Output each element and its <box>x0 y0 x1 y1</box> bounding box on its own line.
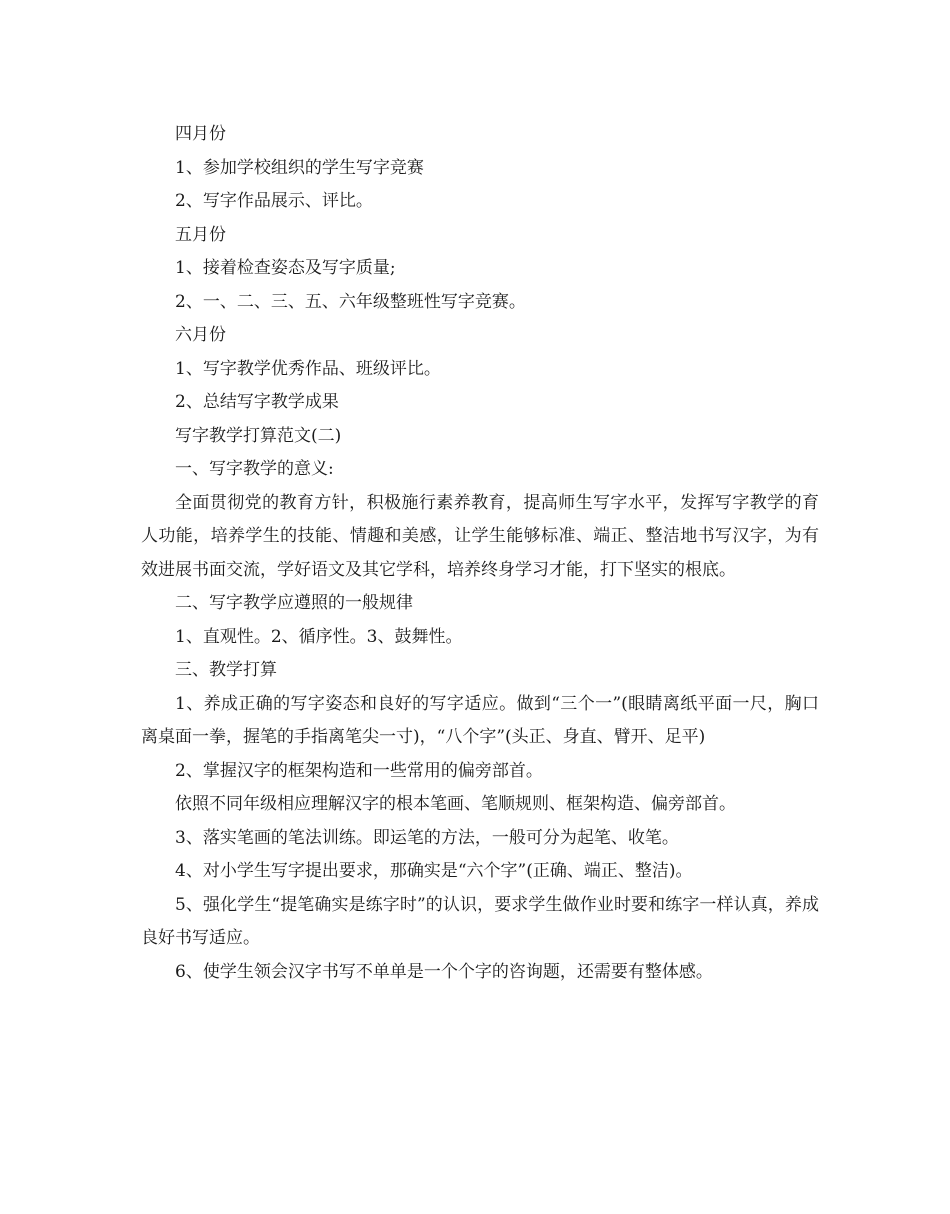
document-body <box>141 118 819 989</box>
section-heading: 三、教学打算 <box>175 660 277 680</box>
section-heading: 一、写字教学的意义: <box>175 459 334 479</box>
heading-april: 四月份 <box>175 124 226 144</box>
list-item: 1、养成正确的写字姿态和良好的写字适应。做到“三个一”(眼睛离纸平面一尺，胸口离桌面一拳，握笔的手指离笔尖一寸)，“八个字”(头正、身直、臂开、足平) <box>141 693 819 747</box>
heading-june: 六月份 <box>175 325 226 345</box>
list-item: 2、一、二、三、五、六年级整班性写字竞赛。 <box>175 291 526 312</box>
list-item: 2、写字作品展示、评比。 <box>175 191 373 211</box>
heading-may: 五月份 <box>175 224 226 245</box>
body-paragraph: 全面贯彻党的教育方针，积极施行素养教育，提高师生写字水平，发挥写字教学的育人功能，培养学生的技能、情趣和美感，让学生能够标准、端正、整洁地书写汉字，为有效进展书面交流，学好语文及其它学科，培养终身学习才能，打下坚实的根底。 <box>141 492 819 580</box>
list-item: 3、落实笔画的笔法训练。即运笔的方法，一般可分为起笔、收笔。 <box>175 827 679 848</box>
list-item: 2、掌握汉字的框架构造和一些常用的偏旁部首。 <box>175 760 543 781</box>
list-item: 1、写字教学优秀作品、班级评比。 <box>175 358 441 379</box>
list-item: 5、强化学生“提笔确实是练字时”的认识，要求学生做作业时要和练字一样认真，养成良好书写适应。 <box>141 894 819 948</box>
list-item: 4、对小学生写字提出要求，那确实是“六个字”(正确、端正、整洁)。 <box>175 861 693 881</box>
list-item: 1、直观性。2、循序性。3、鼓舞性。 <box>175 626 463 647</box>
list-item: 2、总结写字教学成果 <box>175 392 339 412</box>
section-heading: 二、写字教学应遵照的一般规律 <box>175 593 413 613</box>
list-item: 1、接着检查姿态及写字质量; <box>175 258 396 278</box>
list-item: 6、使学生领会汉字书写不单单是一个个字的咨询题，还需要有整体感。 <box>175 961 713 982</box>
section-title: 写字教学打算范文(二) <box>175 425 342 446</box>
list-item: 1、参加学校组织的学生写字竞赛 <box>175 157 424 178</box>
body-paragraph: 依照不同年级相应理解汉字的根本笔画、笔顺规则、框架构造、偏旁部首。 <box>175 794 736 814</box>
